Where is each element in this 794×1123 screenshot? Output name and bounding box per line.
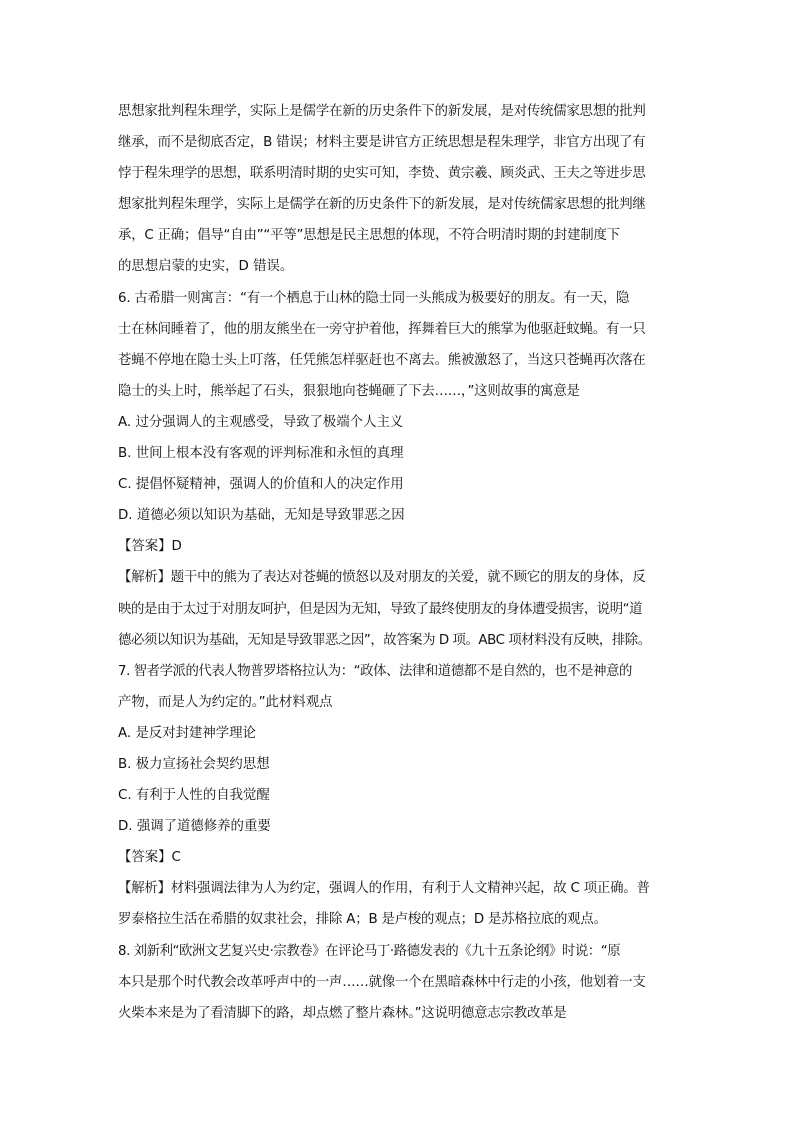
text-line: 罗泰格拉生活在希腊的奴隶社会，排除 A；B 是卢梭的观点；D 是苏格拉底的观点。 [118, 912, 607, 928]
text-line: 思想家批判程朱理学，实际上是儒学在新的历史条件下的新发展，是对传统儒家思想的批判 [118, 104, 646, 119]
question-7-stem: 7. 智者学派的代表人物普罗塔格拉认为：“政体、法律和道德都不是自然的，也不是神意的 [118, 663, 632, 679]
text-line: 的思想启蒙的史实，D 错误。 [118, 259, 294, 275]
option-d: D. 强调了道德修养的重要 [118, 819, 271, 835]
text-line: 映的是由于太过于对朋友呵护，但是因为无知，导致了最终使朋友的身体遭受损害，说明“道 [118, 601, 643, 617]
text-line: 悖于程朱理学的思想，联系明清时期的史实可知，李贽、黄宗羲、顾炎武、王夫之等进步思 [118, 166, 646, 182]
option-a: A. 过分强调人的主观感受，导致了极端个人主义 [118, 414, 404, 430]
option-c: C. 提倡怀疑精神，强调人的价值和人的决定作用 [118, 477, 404, 493]
text-line: 承，C 正确；倡导“自由”“平等”思想是民主思想的体现，不符合明清时期的封建制度下 [118, 228, 620, 244]
text-line: 隐士的头上时，熊举起了石头，狠狠地向苍蝇砸了下去……，”这则故事的寓意是 [118, 383, 580, 399]
text-line: 苍蝇不停地在隐士头上叮落，任凭熊怎样驱赶也不离去。熊被激怒了，当这只苍蝇再次落在 [118, 352, 646, 368]
text-line: 继承，而不是彻底否定，B 错误；材料主要是讲官方正统思想是程朱理学，非官方出现了有 [118, 135, 646, 151]
option-b: B. 世间上根本没有客观的评判标准和永恒的真理 [118, 446, 404, 462]
answer-label: 【答案】C [118, 850, 181, 866]
question-8-stem: 8. 刘新利“欧洲文艺复兴史·宗教卷》在评论马丁·路德发表的《九十五条论纲》时说：“原 [118, 943, 621, 959]
text-line: 本只是那个时代教会改革呼声中的一声……就像一个在黑暗森林中行走的小孩，他划着一支 [118, 974, 646, 990]
option-c: C. 有利于人性的自我觉醒 [118, 788, 270, 804]
answer-label: 【答案】D [118, 539, 182, 555]
option-a: A. 是反对封建神学理论 [118, 725, 256, 741]
text-line: 士在林间睡着了，他的朋友熊坐在一旁守护着他，挥舞着巨大的熊掌为他驱赶蚊蝇。有一只 [118, 321, 646, 337]
question-6-stem: 6. 古希腊一则寓言：“有一个栖息于山林的隐士同一头熊成为极要好的朋友。有一天，隐 [118, 290, 630, 306]
analysis-text: 【解析】材料强调法律为人为约定，强调人的作用，有利于人文精神兴起，故 C 项正确。普 [118, 881, 650, 897]
text-line: 火柴本来是为了看清脚下的路，却点燃了整片森林。”这说明德意志宗教改革是 [118, 1005, 567, 1021]
analysis-text: 【解析】题干中的熊为了表达对苍蝇的愤怒以及对朋友的关爱，就不顾它的朋友的身体，反 [118, 570, 646, 586]
document-page [118, 96, 678, 1029]
text-line: 想家批判程朱理学，实际上是儒学在新的历史条件下的新发展，是对传统儒家思想的批判继 [118, 197, 646, 213]
text-line: 产物，而是人为约定的。”此材料观点 [118, 694, 333, 710]
text-line: 德必须以知识为基础，无知是导致罪恶之因”，故答案为 D 项。ABC 项材料没有反映，排除。 [118, 632, 651, 648]
option-b: B. 极力宣扬社会契约思想 [118, 756, 270, 772]
option-d: D. 道德必须以知识为基础，无知是导致罪恶之因 [118, 508, 405, 524]
